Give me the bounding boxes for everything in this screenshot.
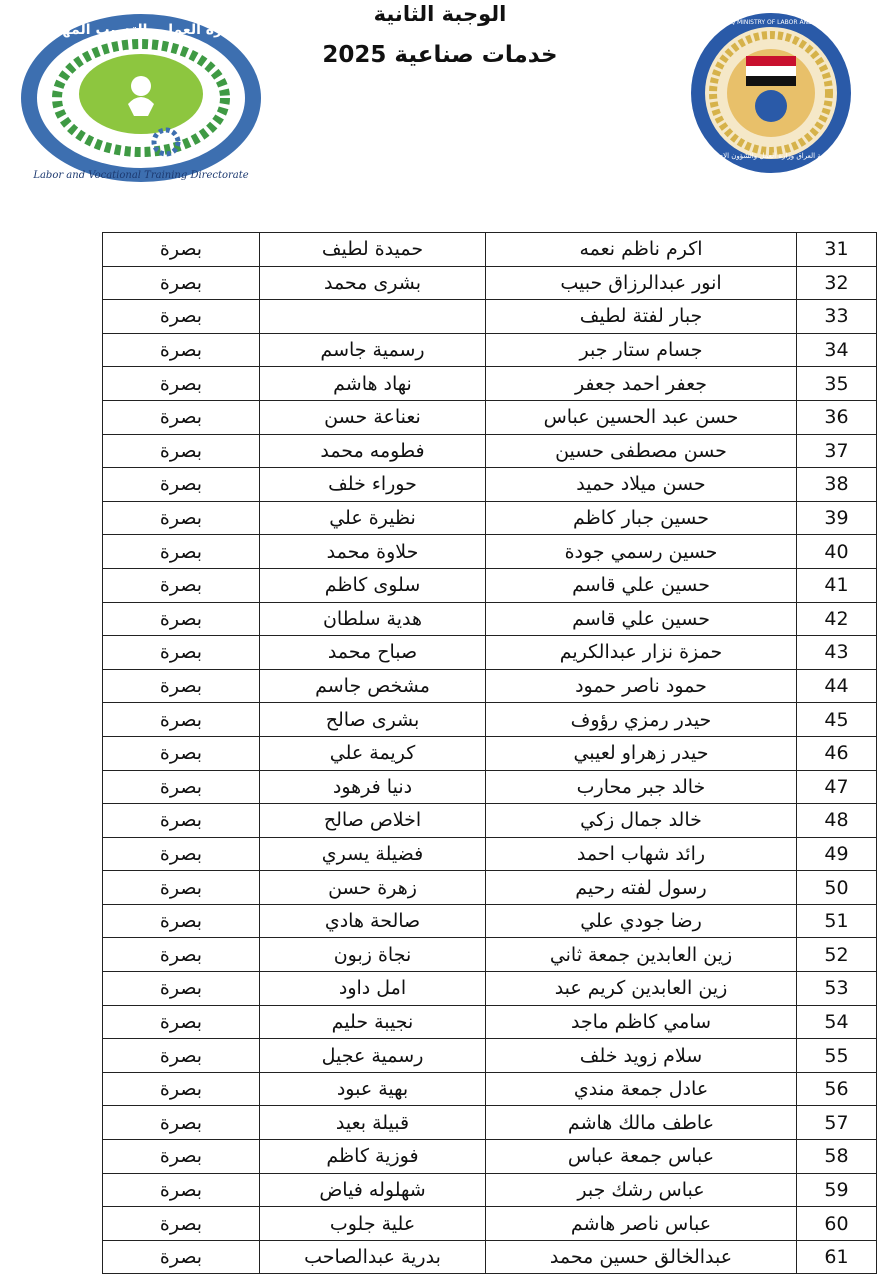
table-row	[103, 1106, 877, 1140]
row-mother-name: نجاة زبون	[260, 938, 486, 972]
row-mother-name: سلوى كاظم	[260, 568, 486, 602]
table-row	[103, 468, 877, 502]
row-number: 35	[797, 367, 877, 401]
row-mother-name: فضيلة يسري	[260, 837, 486, 871]
batch-subtitle: خدمات صناعية 2025	[322, 42, 558, 68]
row-city: بصرة	[103, 1106, 260, 1140]
row-mother-name: نهاد هاشم	[260, 367, 486, 401]
logo-right-english-text: REPUBLIC OF IRAQ MINISTRY OF LABOR AND SOCIAL AFFAIRS	[679, 19, 863, 26]
row-mother-name: بشرى محمد	[260, 266, 486, 300]
table-row	[103, 1039, 877, 1073]
row-full-name: حسن ميلاد حميد	[486, 468, 797, 502]
row-number: 60	[797, 1207, 877, 1241]
row-full-name: حسين رسمي جودة	[486, 535, 797, 569]
row-city: بصرة	[103, 1207, 260, 1241]
row-full-name: رسول لفته رحيم	[486, 871, 797, 905]
row-full-name: حسين علي قاسم	[486, 568, 797, 602]
row-number: 51	[797, 904, 877, 938]
row-mother-name: حوراء خلف	[260, 468, 486, 502]
row-mother-name: حلاوة محمد	[260, 535, 486, 569]
row-full-name: رائد شهاب احمد	[486, 837, 797, 871]
table-row	[103, 602, 877, 636]
row-number: 39	[797, 501, 877, 535]
row-number: 34	[797, 333, 877, 367]
table-row	[103, 904, 877, 938]
row-number: 31	[797, 233, 877, 267]
row-full-name: انور عبدالرزاق حبيب	[486, 266, 797, 300]
row-number: 61	[797, 1240, 877, 1274]
row-mother-name	[260, 300, 486, 334]
table-row	[103, 1005, 877, 1039]
table-row	[103, 1072, 877, 1106]
row-city: بصرة	[103, 1173, 260, 1207]
row-full-name: حيدر زهراو لعيبي	[486, 736, 797, 770]
row-mother-name: نظيرة علي	[260, 501, 486, 535]
table-row	[103, 736, 877, 770]
row-mother-name: رسمية جاسم	[260, 333, 486, 367]
row-full-name: زين العابدين جمعة ثاني	[486, 938, 797, 972]
row-city: بصرة	[103, 1140, 260, 1174]
row-city: بصرة	[103, 636, 260, 670]
table-row	[103, 434, 877, 468]
row-full-name: رضا جودي علي	[486, 904, 797, 938]
row-city: بصرة	[103, 568, 260, 602]
row-number: 48	[797, 804, 877, 838]
row-city: بصرة	[103, 468, 260, 502]
batch-title: الوجبة الثانية	[373, 2, 507, 26]
table-row	[103, 703, 877, 737]
table-row	[103, 400, 877, 434]
row-city: بصرة	[103, 938, 260, 972]
table-row	[103, 1140, 877, 1174]
row-number: 54	[797, 1005, 877, 1039]
table-row	[103, 1173, 877, 1207]
ministry-of-labor-seal	[676, 8, 866, 178]
row-mother-name: قبيلة بعيد	[260, 1106, 486, 1140]
row-city: بصرة	[103, 367, 260, 401]
table-row	[103, 568, 877, 602]
row-mother-name: امل داود	[260, 972, 486, 1006]
row-number: 47	[797, 770, 877, 804]
logo-left-arabic-text: دائرة العمل والتدريب المهني	[42, 22, 240, 38]
row-city: بصرة	[103, 233, 260, 267]
row-full-name: حمزة نزار عبدالكريم	[486, 636, 797, 670]
table-row	[103, 938, 877, 972]
table-row	[103, 1207, 877, 1241]
labor-training-directorate-logo	[16, 8, 266, 188]
row-mother-name: اخلاص صالح	[260, 804, 486, 838]
row-city: بصرة	[103, 837, 260, 871]
row-full-name: خالد جمال زكي	[486, 804, 797, 838]
row-city: بصرة	[103, 703, 260, 737]
row-full-name: اكرم ناظم نعمه	[486, 233, 797, 267]
row-number: 42	[797, 602, 877, 636]
row-full-name: حسن مصطفى حسين	[486, 434, 797, 468]
row-city: بصرة	[103, 904, 260, 938]
row-mother-name: شهلوله فياض	[260, 1173, 486, 1207]
row-full-name: جبار لفتة لطيف	[486, 300, 797, 334]
row-city: بصرة	[103, 871, 260, 905]
row-mother-name: رسمية عجيل	[260, 1039, 486, 1073]
row-mother-name: زهرة حسن	[260, 871, 486, 905]
row-city: بصرة	[103, 266, 260, 300]
row-city: بصرة	[103, 501, 260, 535]
row-full-name: حيدر رمزي رؤوف	[486, 703, 797, 737]
table-row	[103, 669, 877, 703]
row-mother-name: بهية عبود	[260, 1072, 486, 1106]
row-number: 58	[797, 1140, 877, 1174]
table-row	[103, 1240, 877, 1274]
row-full-name: خالد جبر محارب	[486, 770, 797, 804]
row-number: 33	[797, 300, 877, 334]
table-row	[103, 535, 877, 569]
row-full-name: حسين علي قاسم	[486, 602, 797, 636]
row-number: 40	[797, 535, 877, 569]
row-number: 57	[797, 1106, 877, 1140]
row-mother-name: دنيا فرهود	[260, 770, 486, 804]
table-row	[103, 233, 877, 267]
row-number: 50	[797, 871, 877, 905]
row-mother-name: كريمة علي	[260, 736, 486, 770]
row-mother-name: علية جلوب	[260, 1207, 486, 1241]
logo-right-arabic-text: جمهورية العراق وزارة العمل والشؤون الاجتماعية	[700, 152, 842, 160]
row-full-name: عادل جمعة مندي	[486, 1072, 797, 1106]
row-mother-name: بشرى صالح	[260, 703, 486, 737]
row-city: بصرة	[103, 535, 260, 569]
row-city: بصرة	[103, 1240, 260, 1274]
row-full-name: عباس رشك جبر	[486, 1173, 797, 1207]
row-full-name: زين العابدين كريم عبد	[486, 972, 797, 1006]
row-number: 49	[797, 837, 877, 871]
table-row	[103, 266, 877, 300]
row-full-name: سامي كاظم ماجد	[486, 1005, 797, 1039]
row-mother-name: فوزية كاظم	[260, 1140, 486, 1174]
row-mother-name: صالحة هادي	[260, 904, 486, 938]
row-city: بصرة	[103, 1039, 260, 1073]
table-row	[103, 501, 877, 535]
row-mother-name: نعناعة حسن	[260, 400, 486, 434]
row-number: 45	[797, 703, 877, 737]
row-mother-name: حميدة لطيف	[260, 233, 486, 267]
row-full-name: جعفر احمد جعفر	[486, 367, 797, 401]
page-header	[0, 0, 877, 200]
row-full-name: سلام زويد خلف	[486, 1039, 797, 1073]
row-full-name: عباس ناصر هاشم	[486, 1207, 797, 1241]
names-table-body	[103, 233, 877, 1274]
row-number: 36	[797, 400, 877, 434]
row-full-name: عبدالخالق حسين محمد	[486, 1240, 797, 1274]
row-number: 43	[797, 636, 877, 670]
row-mother-name: بدرية عبدالصاحب	[260, 1240, 486, 1274]
row-city: بصرة	[103, 434, 260, 468]
row-number: 46	[797, 736, 877, 770]
row-city: بصرة	[103, 770, 260, 804]
table-row	[103, 804, 877, 838]
row-mother-name: هدية سلطان	[260, 602, 486, 636]
row-city: بصرة	[103, 804, 260, 838]
table-row	[103, 333, 877, 367]
row-city: بصرة	[103, 736, 260, 770]
table-row	[103, 300, 877, 334]
row-number: 52	[797, 938, 877, 972]
row-number: 59	[797, 1173, 877, 1207]
table-row	[103, 636, 877, 670]
table-row	[103, 770, 877, 804]
row-number: 32	[797, 266, 877, 300]
row-number: 37	[797, 434, 877, 468]
row-number: 41	[797, 568, 877, 602]
row-mother-name: مشخص جاسم	[260, 669, 486, 703]
row-city: بصرة	[103, 669, 260, 703]
row-full-name: حسين جبار كاظم	[486, 501, 797, 535]
row-mother-name: صباح محمد	[260, 636, 486, 670]
row-city: بصرة	[103, 602, 260, 636]
row-number: 44	[797, 669, 877, 703]
table-row	[103, 972, 877, 1006]
row-number: 53	[797, 972, 877, 1006]
row-full-name: عاطف مالك هاشم	[486, 1106, 797, 1140]
row-number: 55	[797, 1039, 877, 1073]
row-city: بصرة	[103, 972, 260, 1006]
row-city: بصرة	[103, 1005, 260, 1039]
table-row	[103, 367, 877, 401]
row-full-name: حمود ناصر حمود	[486, 669, 797, 703]
table-row	[103, 837, 877, 871]
row-city: بصرة	[103, 400, 260, 434]
row-mother-name: نجيبة حليم	[260, 1005, 486, 1039]
row-mother-name: فطومه محمد	[260, 434, 486, 468]
row-city: بصرة	[103, 300, 260, 334]
row-number: 56	[797, 1072, 877, 1106]
row-full-name: حسن عبد الحسين عباس	[486, 400, 797, 434]
row-city: بصرة	[103, 1072, 260, 1106]
row-full-name: جسام ستار جبر	[486, 333, 797, 367]
table-row	[103, 871, 877, 905]
logo-left-english-text: Labor and Vocational Training Directorate	[33, 170, 249, 181]
row-full-name: عباس جمعة عباس	[486, 1140, 797, 1174]
row-city: بصرة	[103, 333, 260, 367]
names-table	[102, 232, 877, 1274]
row-number: 38	[797, 468, 877, 502]
